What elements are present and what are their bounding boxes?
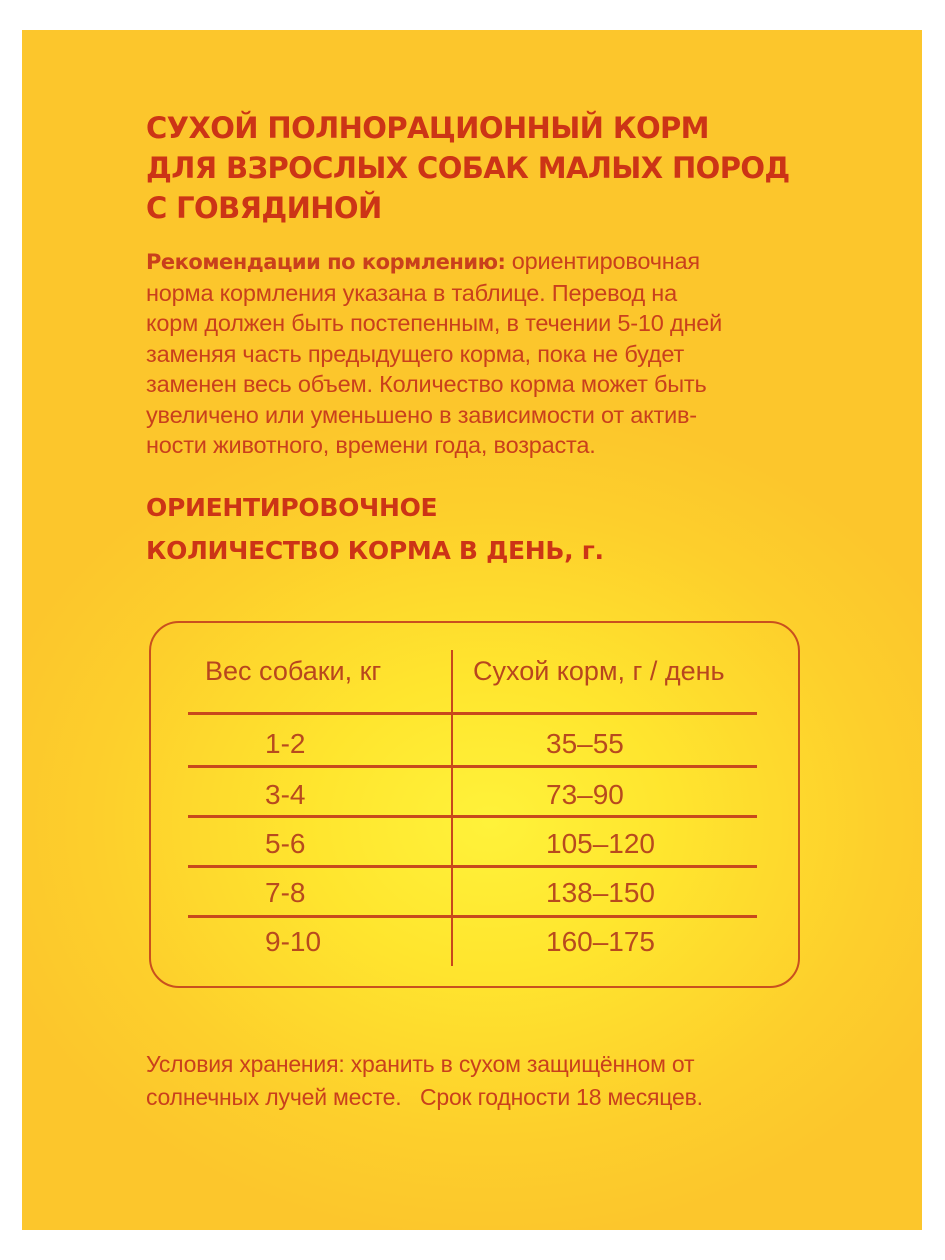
table-row-divider [188, 765, 757, 768]
table-row-divider [188, 712, 757, 715]
table-cell-food: 160–175 [546, 926, 656, 957]
table-cell-food: 73–90 [546, 779, 624, 810]
recommendations-line: увеличено или уменьшено в зависимости от актив- [146, 401, 697, 428]
table-cell-food: 138–150 [546, 877, 656, 908]
feeding-recommendations [146, 246, 826, 461]
daily-amount-heading [146, 486, 604, 572]
recommendations-label: Рекомендации по кормлению: [146, 250, 506, 274]
table-row-divider [188, 915, 757, 918]
storage-line: солнечных лучей месте. Срок годности 18 месяцев. [146, 1084, 703, 1110]
recommendations-text: ориентировочная [505, 248, 700, 274]
storage-line: Условия хранения: хранить в сухом защищённом от [146, 1051, 695, 1077]
table-cell-weight: 7-8 [265, 877, 306, 908]
storage-conditions [146, 1048, 703, 1114]
table-cell-weight: 3-4 [265, 779, 306, 810]
table-row-divider [188, 815, 757, 818]
recommendations-line: корм должен быть постепенным, в течении 5-10 дней [146, 310, 723, 336]
table-header-food: Сухой корм, г / день [473, 656, 725, 686]
product-title [146, 108, 790, 228]
product-title-line: ДЛЯ ВЗРОСЛЫХ СОБАК МАЛЫХ ПОРОД [146, 151, 790, 185]
table-cell-food: 35–55 [546, 728, 624, 759]
table-cell-weight: 1-2 [265, 728, 306, 759]
table-cell-weight: 9-10 [265, 926, 322, 957]
table-row-divider [188, 865, 757, 868]
product-title-line: С ГОВЯДИНОЙ [146, 191, 382, 225]
recommendations-line: заменен весь объем. Количество корма может быть [146, 371, 707, 397]
table-header-weight: Вес собаки, кг [205, 656, 382, 686]
daily-amount-heading-line: КОЛИЧЕСТВО КОРМА В ДЕНЬ, г. [146, 536, 604, 565]
recommendations-first-line [146, 246, 826, 278]
recommendations-line: норма кормления указана в таблице. Перевод на [146, 279, 677, 306]
recommendations-line: ности животного, времени года, возраста. [146, 432, 596, 458]
daily-amount-heading-line: ОРИЕНТИРОВОЧНОЕ [146, 493, 438, 522]
table-column-divider [451, 650, 453, 966]
table-cell-food: 105–120 [546, 828, 656, 859]
table-cell-weight: 5-6 [265, 828, 306, 859]
product-title-line: СУХОЙ ПОЛНОРАЦИОННЫЙ КОРМ [146, 111, 709, 145]
recommendations-line: заменяя часть предыдущего корма, пока не будет [146, 340, 685, 367]
